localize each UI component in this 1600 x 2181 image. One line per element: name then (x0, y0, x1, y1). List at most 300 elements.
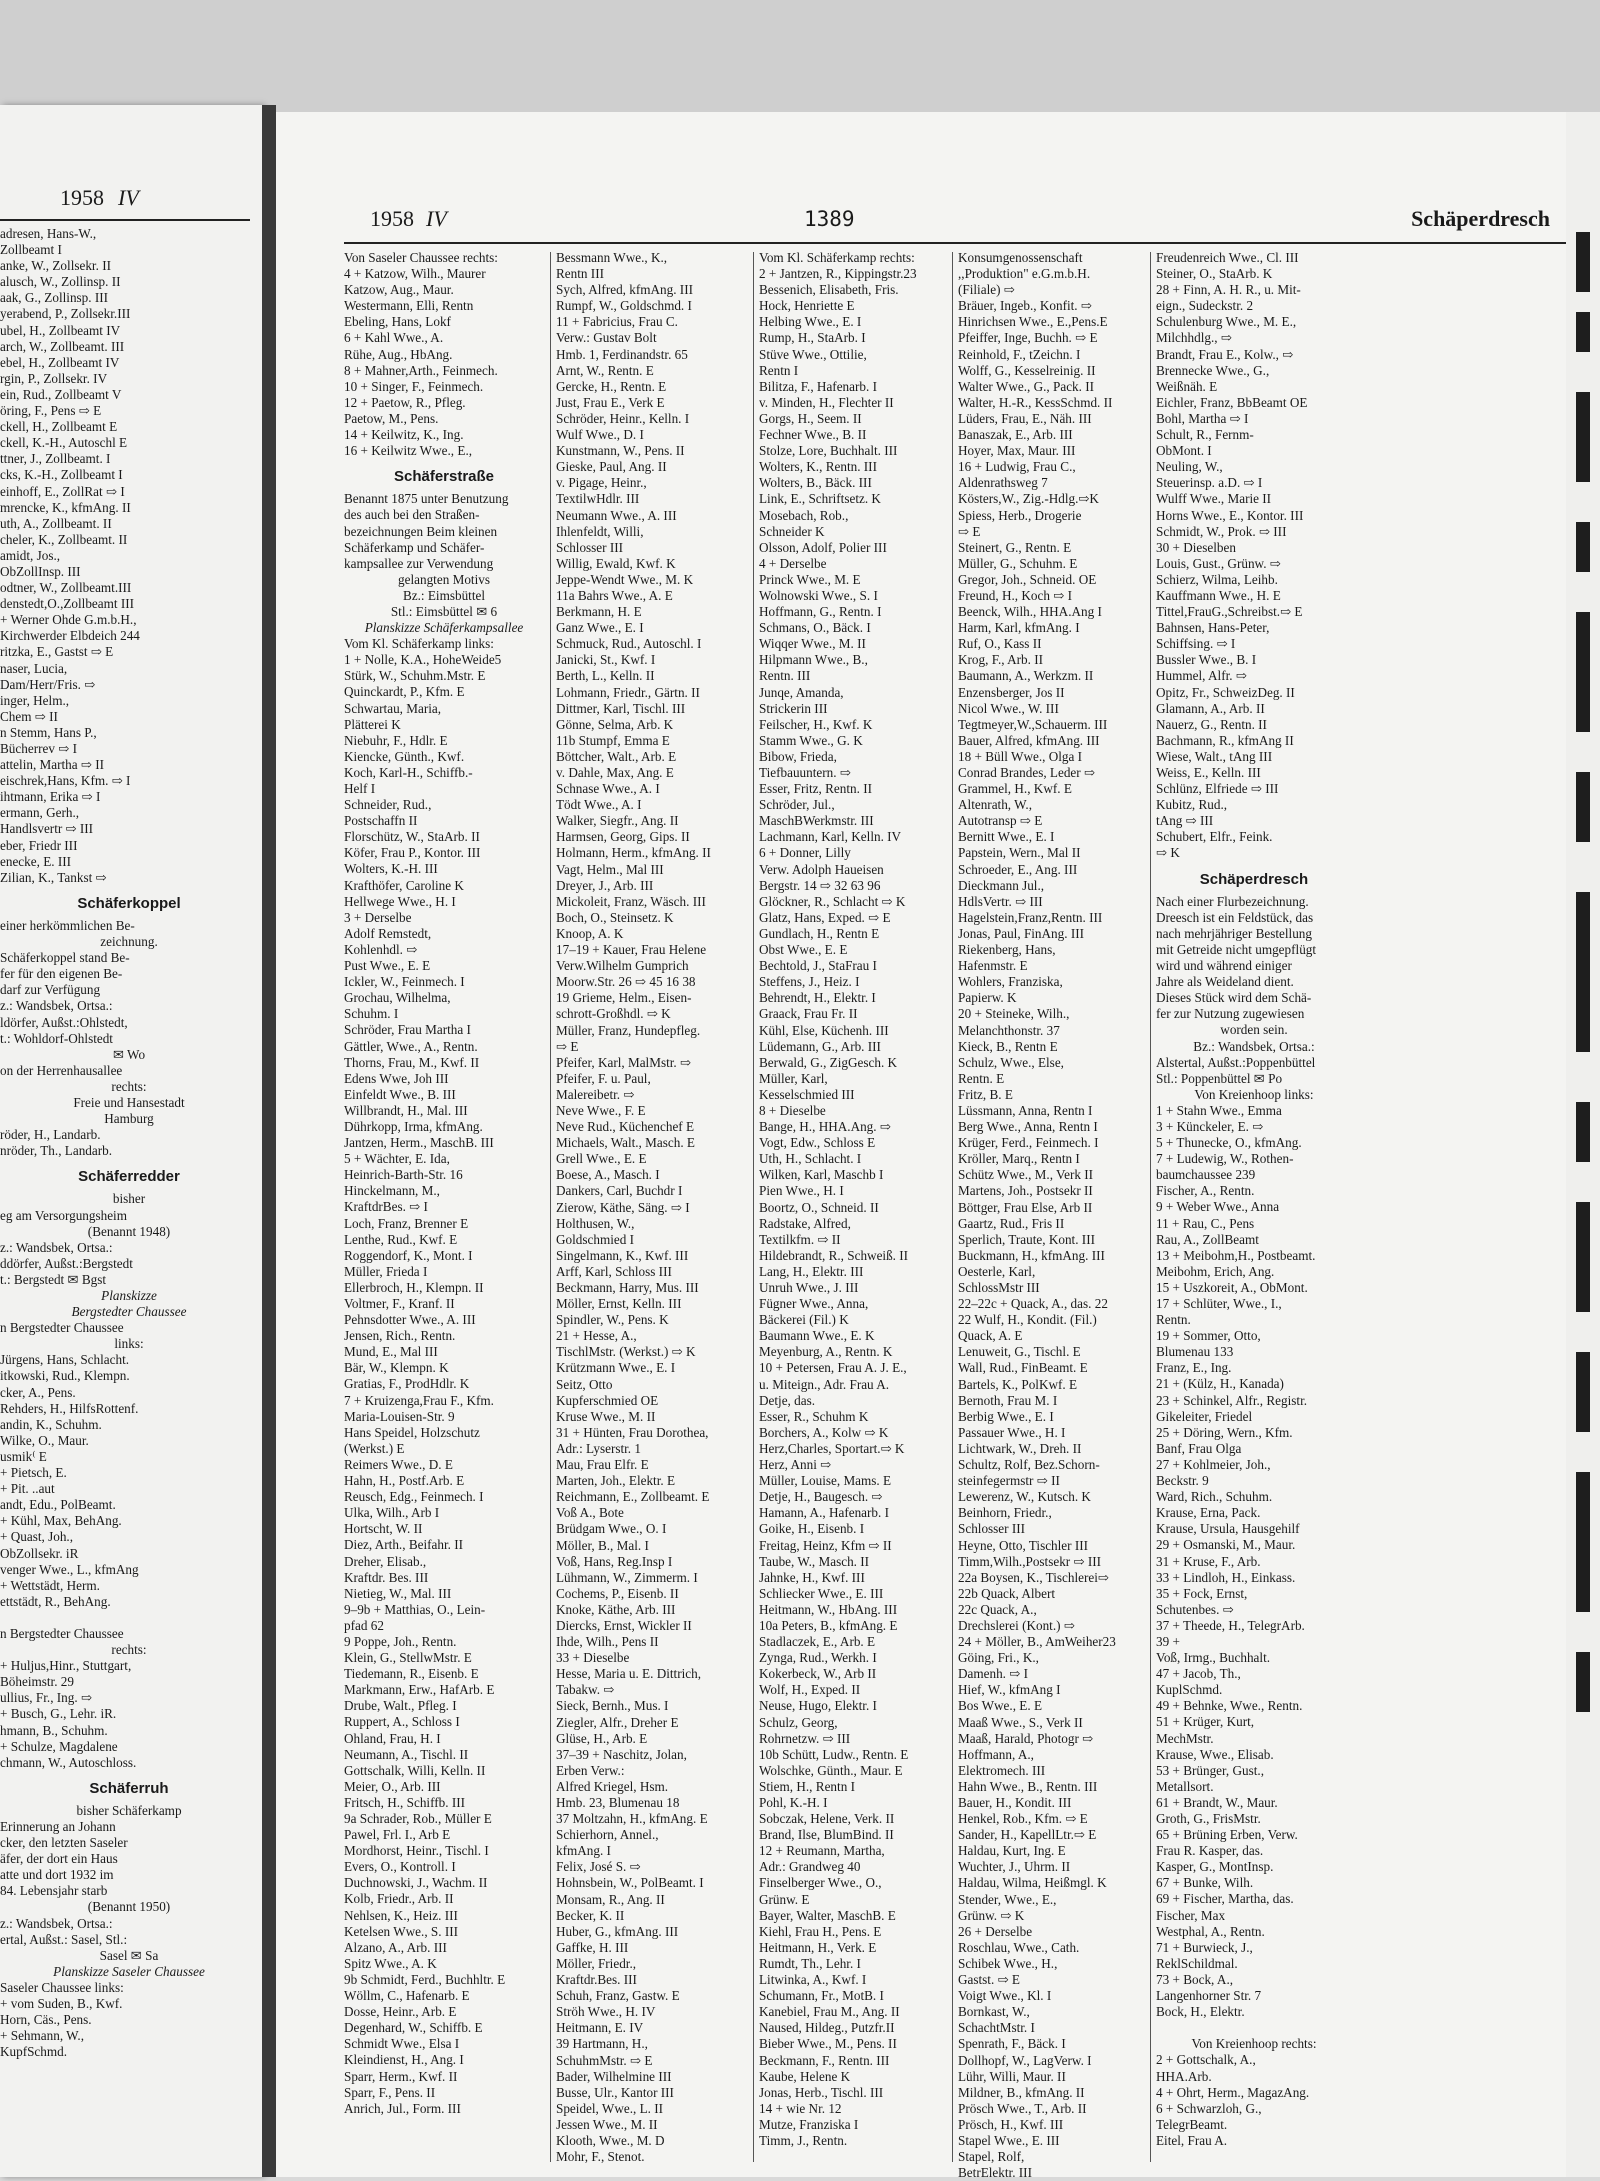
entry-line: 5 + Thunecke, O., kfmAng. (1156, 1135, 1302, 1151)
book-gutter (262, 105, 276, 2177)
entry-line: enecke, E. III (0, 853, 72, 869)
entry-line: ⇨ E (556, 1038, 579, 1054)
edge-mark (1576, 392, 1590, 482)
entry-line: TelegrBeamt. (1156, 2116, 1228, 2132)
entry-line: Pfeiffer, Inge, Buchh. ⇨ E (958, 330, 1098, 346)
entry-line: gelangten Motivs (398, 571, 490, 587)
entry-line: Vom Kl. Schäferkamp rechts: (759, 250, 915, 265)
entry-line: adresen, Hans-W., (0, 226, 97, 241)
entry-line: Lüders, Frau, E., Näh. III (958, 410, 1092, 426)
entry-line: Rühe, Aug., HbAng. (344, 346, 453, 362)
entry-line: Neve Rud., Küchenchef E (556, 1119, 695, 1135)
entry-line: Kubitz, Rud., (1156, 797, 1228, 813)
entry-line: MaschBWerkmstr. III (759, 813, 874, 829)
entry-line: Louis, Gust., Grünw. ⇨ (1156, 555, 1281, 571)
entry-line: Bayer, Walter, MaschB. E (759, 1907, 896, 1923)
entry-line: Jahre als Weideland dient. (1156, 974, 1294, 990)
entry-line: Dreher, Elisab., (344, 1553, 427, 1569)
entry-line: Lachmann, Karl, Kelln. IV (759, 829, 902, 845)
entry-line: 24 + Möller, B., AmWeiher23 (958, 1634, 1116, 1650)
entry-line: Gieske, Paul, Ang. II (556, 459, 667, 475)
entry-line: Neuling, W., (1156, 459, 1223, 475)
entry-line: Kraftdr. Bes. III (344, 1569, 429, 1585)
entry-line: Feilscher, H., Kwf. K (759, 716, 873, 732)
entry-line: arch, W., Zollbeamt. III (0, 338, 125, 354)
entry-line: venger Wwe., L., kfmAng (0, 1561, 139, 1577)
entry-line: bisher Schäferkamp (76, 1802, 182, 1818)
entry-line: Hmb. 23, Blumenau 18 (556, 1795, 680, 1810)
entry-line: Herz,Charles, Sportart.⇨ K (759, 1440, 905, 1456)
entry-line: Kraftdr.Bes. III (556, 1972, 637, 1988)
entry-line: Stender, Wwe., E., (958, 1891, 1057, 1907)
entry-line: 21 + (Külz, H., Kanada) (1156, 1376, 1284, 1392)
column-1 (344, 250, 544, 2170)
entry-line: Fritsch, H., Schiffb. III (344, 1794, 465, 1810)
entry-line: bezeichnungen Beim kleinen (344, 523, 498, 539)
entry-line: Kühl, Else, Küchenh. III (759, 1022, 889, 1038)
entry-line: 30 + Dieselben (1156, 539, 1236, 555)
entry-line: Banf, Frau Olga (1156, 1440, 1242, 1456)
entry-line: Schumann, Fr., MotB. I (759, 1988, 884, 2004)
entry-line: Von Kreienhoop links: (1194, 1086, 1314, 1102)
entry-line: Maria-Louisen-Str. 9 (344, 1408, 455, 1424)
entry-line: Sparr, Herm., Kwf. II (344, 2068, 458, 2084)
entry-line: + Quast, Joh., (0, 1529, 74, 1545)
edge-mark (1576, 232, 1590, 292)
entry-line: Bessmann Wwe., K., (556, 250, 668, 265)
entry-line: Arnt, W., Rentn. E (556, 362, 654, 378)
entry-line: Wöllm, C., Hafenarb. E (344, 1988, 470, 2004)
street-heading: Schäferredder (78, 1168, 180, 1186)
entry-line: mrencke, K., kfmAng. II (0, 499, 131, 515)
entry-line: Drechslerei (Kont.) ⇨ (958, 1617, 1075, 1633)
entry-line: des auch bei den Straßen- (344, 507, 480, 523)
entry-line: Banaszak, E., Arb. III (958, 427, 1073, 443)
entry-line: Autotransp ⇨ E (958, 813, 1043, 829)
entry-line: Glamann, A., Arb. II (1156, 700, 1265, 716)
entry-line: Wolff, G., Kesselreinig. II (958, 362, 1096, 378)
entry-line: Bergstr. 14 ⇨ 32 63 96 (759, 877, 881, 893)
entry-line: Bader, Wilhelmine III (556, 2068, 672, 2084)
entry-line: Krause, Erna, Pack. (1156, 1505, 1261, 1521)
entry-line: ✉ Wo (112, 1046, 146, 1062)
page-year: 1958 (370, 206, 414, 231)
entry-line: 73 + Bock, A., (1156, 1971, 1234, 1987)
entry-line: ObZollInsp. III (0, 563, 81, 579)
entry-line: Böttcher, Walt., Arb. E (556, 748, 677, 764)
entry-line: 31 + Kruse, F., Arb. (1156, 1553, 1261, 1569)
entry-line: Hahn Wwe., B., Rentn. III (958, 1778, 1098, 1794)
entry-line: Voltmer, F., Kranf. II (344, 1296, 455, 1311)
entry-line: KraftdrBes. ⇨ I (344, 1199, 428, 1215)
entry-line: Krause, Ursula, Hausgehilf (1156, 1521, 1300, 1537)
entry-line: Ickler, W., Feinmech. I (344, 974, 465, 990)
entry-line: 10 + Petersen, Frau A. J. E., (759, 1360, 907, 1376)
entry-line: n Bergstedter Chaussee (0, 1625, 124, 1641)
entry-line: Möller, Friedr., (556, 1955, 637, 1971)
entry-line: ,,Produktion" e.G.m.b.H. (958, 266, 1091, 282)
entry-line: 14 + Keilwitz, K., Ing. (344, 427, 464, 443)
entry-line: ermann, Gerh., (0, 805, 80, 821)
entry-line: Neve Wwe., F. E (556, 1102, 646, 1118)
entry-line: Monsam, R., Ang. II (556, 1891, 665, 1907)
entry-line: Schliecker Wwe., E. III (759, 1585, 884, 1601)
entry-line: Kirchwerder Elbdeich 244 (0, 628, 140, 644)
entry-line: Gercke, H., Rentn. E (556, 378, 667, 394)
entry-line: Schmuck, Rud., Autoschl. I (556, 636, 702, 652)
entry-line: Schneider, Rud., (344, 797, 432, 813)
previous-page-year: 1958 (60, 185, 104, 210)
entry-line: Graack, Frau Fr. II (759, 1006, 858, 1022)
entry-line: Müller, Karl, (759, 1070, 828, 1086)
entry-line: Willbrandt, H., Mal. III (344, 1102, 468, 1118)
entry-line: Willig, Ewald, Kwf. K (556, 555, 676, 571)
entry-line: Nietieg, W., Mal. III (344, 1585, 452, 1601)
entry-line: Fritz, B. E (958, 1086, 1013, 1102)
entry-line: Altenrath, W., (958, 797, 1032, 813)
entry-line: Bilitza, F., Hafenarb. I (759, 378, 877, 394)
entry-line: pfad 62 (344, 1617, 384, 1633)
entry-line: 11b Stumpf, Emma E (556, 732, 670, 748)
entry-line: Seitz, Otto (556, 1376, 613, 1392)
entry-line: 39 Hartmann, H., (556, 2036, 648, 2052)
entry-line: Obst Wwe., E. E (759, 942, 848, 958)
entry-line: Neumann, A., Tischl. II (344, 1746, 469, 1762)
entry-line: Adolf Remstedt, (344, 925, 432, 941)
entry-line: Lohmann, Friedr., Gärtn. II (556, 684, 700, 700)
entry-line: Wolnowski Wwe., S. I (759, 587, 878, 603)
entry-line: 16 + Keilwitz Wwe., E., (344, 443, 473, 459)
entry-line: Hmb. 1, Ferdinandstr. 65 (556, 346, 688, 362)
entry-line: Einfeldt Wwe., B. III (344, 1086, 456, 1102)
entry-line: Bauer, H., Kondit. III (958, 1795, 1072, 1810)
edge-mark (1576, 612, 1590, 732)
entry-line: Schlosser III (958, 1521, 1026, 1537)
entry-line: Stürk, W., Schuhm.Mstr. E (344, 668, 486, 684)
entry-line: 18 + Büll Wwe., Olga I (958, 748, 1083, 764)
entry-line: ullius, Fr., Ing. ⇨ (0, 1690, 93, 1706)
entry-line: 61 + Brandt, W., Maur. (1156, 1794, 1278, 1810)
column-2 (556, 250, 746, 2170)
entry-line: 31 + Hünten, Frau Dorothea, (556, 1424, 709, 1440)
column-5 (1156, 250, 1352, 2170)
entry-line: Bär, W., Klempn. K (344, 1360, 449, 1376)
entry-line: Bäckerei (Fil.) K (759, 1312, 849, 1328)
entry-line: attelin, Martha ⇨ II (0, 757, 105, 773)
entry-line: (Filiale) ⇨ (958, 282, 1015, 298)
entry-line: 16 + Ludwig, Frau C., (958, 459, 1076, 475)
entry-line: einhoff, E., ZollRat ⇨ I (0, 483, 125, 499)
entry-line: 9–9b + Matthias, O., Lein- (344, 1601, 486, 1617)
page-header (276, 204, 1566, 234)
entry-line: + Schulze, Magdalene (0, 1738, 118, 1754)
entry-line: Bornkast, W., (958, 2004, 1030, 2020)
entry-line: SchachtMstr. I (958, 2020, 1035, 2036)
entry-line: Timm, J., Rentn. (759, 2132, 848, 2148)
entry-line: Reimers Wwe., D. E (344, 1456, 453, 1472)
entry-line: Lichtwark, W., Dreh. II (958, 1440, 1082, 1456)
entry-line: äfer, der dort ein Haus (0, 1851, 118, 1867)
entry-line: 21 + Hesse, A., (556, 1328, 637, 1344)
entry-line: Nicol Wwe., W. III (958, 700, 1059, 716)
entry-line: MechMstr. (1156, 1730, 1214, 1746)
entry-line: Klein, G., StellwMstr. E (344, 1650, 472, 1666)
entry-line: Rentn. III (759, 668, 811, 684)
entry-line: 84. Lebensjahr starb (0, 1883, 108, 1899)
entry-line: Kokerbeck, W., Arb II (759, 1666, 877, 1682)
entry-line: Lenuweit, G., Tischl. E (958, 1344, 1081, 1360)
edge-mark (1576, 522, 1590, 572)
entry-line: Gorgs, H., Seem. II (759, 410, 862, 426)
page-number: 1389 (804, 207, 855, 231)
entry-line: 4 + Derselbe (759, 555, 827, 571)
entry-line: 26 + Derselbe (958, 1923, 1033, 1939)
entry-line: 27 + Kohlmeier, Joh., (1156, 1456, 1271, 1472)
entry-line: Hoyer, Max, Maur. III (958, 443, 1076, 459)
entry-line: Textilkfm. ⇨ II (759, 1231, 841, 1247)
entry-line: Vagt, Helm., Mal III (556, 861, 664, 877)
entry-line: Fügner Wwe., Anna, (759, 1296, 869, 1312)
entry-line: ObZollsekr. iR (0, 1545, 79, 1561)
entry-line: Moorw.Str. 26 ⇨ 45 16 38 (556, 974, 696, 990)
entry-line: Steiner, O., StaArb. K (1156, 266, 1273, 282)
entry-line: Bernoth, Frau M. I (958, 1392, 1058, 1408)
entry-line: Link, E., Schriftsetz. K (759, 491, 881, 507)
entry-line: Gratias, F., ProdHdlr. K (344, 1376, 470, 1392)
entry-line: Heitmann, W., HbAng. III (759, 1601, 898, 1617)
entry-line: + vom Suden, B., Kwf. (0, 1996, 123, 2012)
entry-line: Lang, H., Elektr. III (759, 1263, 864, 1279)
entry-line: Lenthe, Rud., Kwf. E (344, 1231, 458, 1247)
entry-line: 9b Schmidt, Ferd., Buchhltr. E (344, 1971, 506, 1987)
entry-line: Brüdgam Wwe., O. I (556, 1521, 667, 1537)
entry-line: Pien Wwe., H. I (759, 1183, 844, 1199)
entry-line: tAng ⇨ III (1156, 813, 1214, 829)
entry-line: Aldenrathsweg 7 (958, 475, 1048, 491)
entry-line: Thorns, Frau, M., Kwf. II (344, 1054, 480, 1070)
entry-line: ObMont. I (1156, 443, 1212, 459)
entry-line: Schmans, O., Bäck. I (759, 620, 871, 636)
entry-line: Duchnowski, J., Wachm. II (344, 1875, 488, 1891)
entry-line: Diez, Arth., Beifahr. II (344, 1537, 464, 1553)
entry-line: Riekenberg, Hans, (958, 942, 1056, 958)
entry-line: Beckmann, Harry, Mus. III (556, 1280, 699, 1295)
entry-line: Felix, José S. ⇨ (556, 1859, 641, 1875)
entry-line: Voß A., Bote (556, 1505, 624, 1521)
entry-line: Tiedemann, R., Eisenb. E (344, 1666, 479, 1682)
entry-line: Spitz Wwe., A. K (344, 1955, 437, 1971)
entry-line: Schröder, Frau Martha I (344, 1022, 471, 1038)
entry-line: Henkel, Rob., Kfm. ⇨ E (958, 1811, 1088, 1827)
entry-line: Maaß, Harald, Photogr ⇨ (958, 1730, 1094, 1746)
entry-line: Kasper, G., MontInsp. (1156, 1859, 1274, 1875)
entry-line: öring, F., Pens ⇨ E (0, 403, 102, 419)
entry-line: Schnase Wwe., A. I (556, 781, 660, 797)
entry-line: Dieckmann Jul., (958, 877, 1045, 893)
entry-line: Reinhold, F., tZeichn. I (958, 346, 1081, 362)
entry-line: Enzensberger, Jos II (958, 684, 1065, 700)
entry-line: + Pit. ..aut (0, 1481, 55, 1497)
entry-line: Mildner, B., kfmAng. II (958, 2084, 1085, 2100)
entry-line: Vom Kl. Schäferkamp links: (344, 636, 494, 652)
entry-line: Kupferschmied OE (556, 1392, 659, 1408)
column-3 (759, 250, 945, 2170)
entry-line: Paetow, M., Pens. (344, 410, 439, 426)
entry-line: 33 + Dieselbe (556, 1650, 630, 1666)
entry-line: 22b Quack, Albert (958, 1585, 1056, 1601)
entry-line: Ganz Wwe., E. I (556, 620, 644, 636)
entry-line: Goldschmied I (556, 1231, 635, 1247)
entry-line: anke, W., Zollsekr. II (0, 258, 111, 274)
entry-line: Tödt Wwe., A. I (556, 797, 642, 813)
entry-line: 19 + Sommer, Otto, (1156, 1328, 1261, 1344)
entry-line: Just, Frau E., Verk E (556, 394, 665, 410)
entry-line: Kieck, B., Rentn E (958, 1038, 1058, 1054)
entry-line: Hock, Henriette E (759, 298, 855, 314)
entry-line: zeichnung. (100, 934, 158, 950)
entry-line: Neuse, Hugo, Elektr. I (759, 1698, 877, 1714)
entry-line: Lewerenz, W., Kutsch. K (958, 1489, 1091, 1505)
entry-line: ckell, H., Zollbeamt E (0, 419, 118, 435)
entry-line: wird und während einiger (1156, 958, 1292, 974)
entry-line: Hafenmstr. E (958, 958, 1028, 974)
entry-line: Freie und Hansestadt (73, 1094, 185, 1110)
entry-line: Möller, B., Mal. I (556, 1537, 649, 1553)
entry-line: Krüger, Ferd., Feinmech. I (958, 1135, 1099, 1151)
entry-line: Pfeifer, F. u. Paul, (556, 1070, 651, 1086)
entry-line: t.: Wohldorf-Ohlstedt (0, 1030, 113, 1046)
entry-line: baumchaussee 239 (1156, 1167, 1256, 1183)
entry-line: Arff, Karl, Schloss III (556, 1263, 672, 1279)
entry-line: darf zur Verfügung (0, 982, 101, 998)
entry-line: Degenhard, W., Schiffb. E (344, 2020, 483, 2036)
entry-line: Sperlich, Traute, Kont. III (958, 1231, 1095, 1247)
entry-line: Loch, Franz, Brenner E (344, 1215, 469, 1231)
entry-line: 1 + Nolle, K.A., HoheWeide5 (344, 652, 502, 668)
entry-line: Speidel, Wwe., L. II (556, 2100, 664, 2116)
street-keyword: Schäperdresch (1411, 206, 1550, 231)
entry-line: inger, Helm., (0, 692, 70, 708)
entry-line: Planskizze Schäferkampsallee (364, 620, 524, 636)
entry-line: 9a Schrader, Rob., Müller E (344, 1811, 492, 1826)
entry-line: Fischer, Max (1156, 1907, 1226, 1923)
entry-line: 20 + Steineke, Wilh., (958, 1006, 1070, 1022)
entry-line: Hellwege Wwe., H. I (344, 893, 456, 909)
entry-line: Stadlaczek, E., Arb. E (759, 1634, 876, 1650)
entry-line: Fischer, A., Rentn. (1156, 1183, 1255, 1199)
entry-line: Walter, H.-R., KessSchmd. II (958, 394, 1113, 410)
entry-line: Planskizze Saseler Chaussee (53, 1963, 205, 1979)
entry-line: Westphal, A., Rentn. (1156, 1923, 1265, 1939)
previous-page (0, 105, 262, 2177)
entry-line: Neumann Wwe., A. III (556, 507, 677, 523)
entry-line: Gikeleiter, Friedel (1156, 1408, 1253, 1424)
entry-line: Grell Wwe., E. E (556, 1151, 647, 1167)
entry-line: Becker, K. II (556, 1907, 625, 1923)
entry-line: 9 Poppe, Joh., Rentn. (344, 1633, 457, 1649)
entry-line: usmik⁽ E (0, 1448, 47, 1464)
entry-line: Von Saseler Chaussee rechts: (344, 250, 498, 265)
entry-line: (Benannt 1950) (87, 1899, 171, 1915)
entry-line: Kleindienst, H., Ang. I (344, 2052, 464, 2068)
entry-line: Krützmann Wwe., E. I (556, 1360, 676, 1376)
entry-line: Gaartz, Rud., Fris II (958, 1215, 1065, 1231)
entry-line: Gaffke, H. III (556, 1939, 629, 1955)
entry-line: Schütz Wwe., M., Verk II (958, 1167, 1094, 1183)
entry-line: Heitmann, H., Verk. E (759, 1939, 877, 1955)
entry-line: + Pietsch, E. (0, 1465, 67, 1481)
entry-line: Maaß Wwe., S., Verk II (958, 1714, 1083, 1730)
entry-line: HdlsVertr. ⇨ III (958, 893, 1043, 909)
entry-line: Müller, Louise, Mams. E (759, 1473, 892, 1489)
entry-line: Schutenbes. ⇨ (1156, 1601, 1234, 1617)
entry-line: Lüdemann, G., Arb. III (759, 1038, 881, 1054)
entry-line: Gregor, Joh., Schneid. OE (958, 571, 1097, 587)
entry-line: Pfeifer, Karl, MalMstr. ⇨ (556, 1054, 692, 1070)
entry-line: v. Minden, H., Flechter II (759, 394, 894, 410)
entry-line: Weißnäh. E (1156, 378, 1218, 394)
entry-line: Benannt 1875 unter Benutzung (344, 491, 509, 507)
entry-line: Mau, Frau Elfr. E (556, 1457, 649, 1473)
entry-line: 10a Peters, B., kfmAng. E (759, 1617, 898, 1633)
entry-line: Erben Verw.: (556, 1762, 625, 1778)
entry-line: Timm,Wilh.,Postsekr ⇨ III (958, 1553, 1102, 1569)
entry-line: 13 + Meibohm,H., Postbeamt. (1156, 1247, 1316, 1263)
entry-line: Prösch Wwe., T., Arb. II (958, 2100, 1087, 2116)
entry-line: Möller, Ernst, Kelln. III (556, 1296, 682, 1312)
entry-line: Hummel, Alfr. ⇨ (1156, 668, 1247, 684)
entry-line: ubel, H., Zollbeamt IV (0, 322, 121, 338)
entry-line: Verw. Adolph Haueisen (759, 861, 884, 877)
entry-line: Spindler, W., Pens. K (556, 1312, 669, 1328)
entry-line: Stapel, Rolf, (958, 2149, 1025, 2165)
entry-line: Helf I (344, 781, 376, 796)
entry-line: Roggendorf, K., Mont. I (344, 1247, 473, 1263)
entry-line: Olsson, Adolf, Polier III (759, 539, 887, 555)
entry-line: u. Miteign., Adr. Frau A. (759, 1376, 890, 1392)
entry-line: 7 + Ludewig, W., Rothen- (1156, 1151, 1294, 1167)
previous-page-rule (0, 219, 250, 221)
edge-mark (1576, 892, 1590, 1052)
entry-line: Helbing Wwe., E. I (759, 314, 862, 330)
entry-line: eber, Friedr III (0, 837, 78, 853)
entry-line: Conrad Brandes, Leder ⇨ (958, 765, 1096, 780)
entry-line: Kunstmann, W., Pens. II (556, 443, 685, 459)
entry-line: Sander, H., KapellLtr.⇨ E (958, 1827, 1097, 1843)
entry-line: Mohr, F., Stenot. (556, 2149, 645, 2165)
entry-line: ddörfer, Außst.:Bergstedt (0, 1255, 133, 1271)
entry-line: Stamm Wwe., G. K (759, 732, 863, 748)
entry-line: Plätterei K (344, 716, 401, 732)
entry-line: Bahnsen, Hans-Peter, (1156, 620, 1270, 636)
entry-line: rechts: (111, 1642, 147, 1658)
entry-line: 10b Schütt, Ludw., Rentn. E (759, 1746, 909, 1762)
entry-line: einer herkömmlichen Be- (0, 917, 135, 933)
entry-line: + Busch, G., Lehr. iR. (0, 1706, 117, 1722)
entry-line: Verw.: Gustav Bolt (556, 330, 657, 346)
entry-line: Müller, Frieda I (344, 1263, 428, 1279)
entry-line: 17–19 + Kauer, Frau Helene (556, 942, 707, 958)
entry-line: Hinrichsen Wwe., E.,Pens.E (958, 314, 1108, 330)
entry-line: Knoop, A. K (556, 925, 624, 941)
entry-line: Pawel, Frl. I., Arb E (344, 1827, 451, 1843)
entry-line: Heyne, Otto, Tischler III (958, 1537, 1089, 1553)
entry-line: Rentn I (759, 362, 799, 378)
entry-line: Göing, Fri., K., (958, 1650, 1039, 1666)
entry-line: Hesse, Maria u. E. Dittrich, (556, 1666, 702, 1682)
entry-line: Drube, Walt., Pfleg. I (344, 1698, 457, 1714)
entry-line: 35 + Fock, Ernst, (1156, 1585, 1248, 1601)
